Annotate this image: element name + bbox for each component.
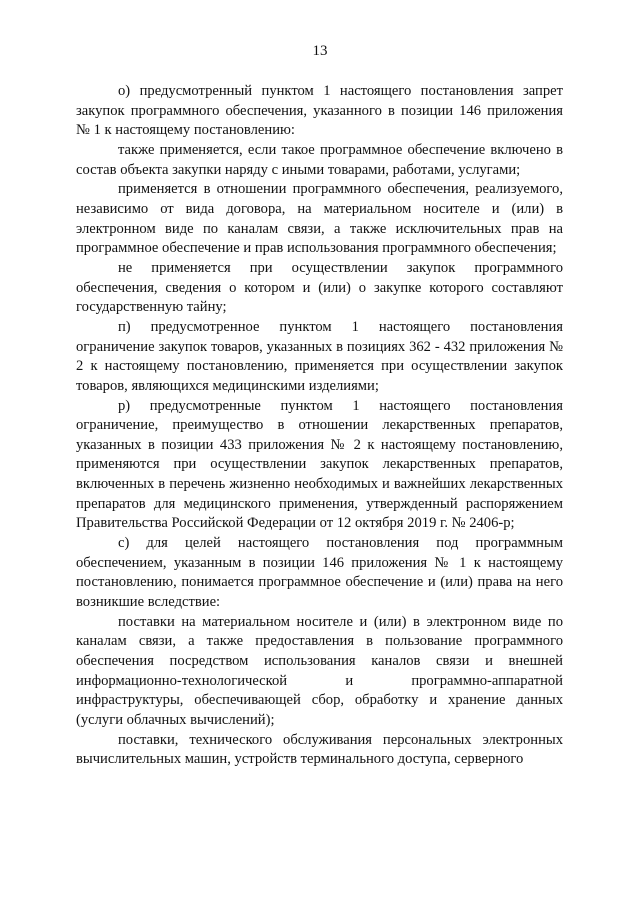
paragraph-s-supply-media: поставки на материальном носителе и (или) в электронном виде по каналам связи, а также предоставления в пользование программного обеспечения посредством использования каналов связи и внешней информационно-технологической и программно-аппаратной инфраструктуры, обеспечивающей сбор, обработку и хранение данных (услуги облачных вычислений); (76, 613, 563, 728)
page-number: 13 (312, 43, 328, 59)
paragraph-o-applies: применяется в отношении программного обеспечения, реализуемого, независимо от вида договора, на материальном носителе и (или) в электронном виде по каналам связи, а также исключительных прав на программное обеспечение и прав использования программного обеспечения; (76, 181, 563, 257)
paragraph-r: р) предусмотренные пунктом 1 настоящего постановления ограничение, преимущество в отношении лекарственных препаратов, указанных в позиции 433 приложения № 2 к настоящему постановлению, применяются при осуществлении закупок лекарственных препаратов, включенных в перечень жизненно необходимых и важнейших лекарственных препаратов для медицинского применения, утвержденный распоряжением Правительства Российской Федерации от 12 октября 2019 г. № 2406-р; (76, 397, 563, 532)
paragraph-o-also-applies: также применяется, если такое программное обеспечение включено в состав объекта закупки наряду с иными товарами, работами, услугами; (76, 141, 563, 178)
paragraph-s: с) для целей настоящего постановления под программным обеспечением, указанным в позиции 146 приложения № 1 к настоящему постановлению, понимается программное обеспечение и (или) права на него возникшие вследствие: (76, 535, 563, 611)
paragraph-o-not-applies: не применяется при осуществлении закупок программного обеспечения, сведения о котором и (или) о закупке которого составляют государственную тайну; (76, 259, 563, 316)
paragraph-o: о) предусмотренный пунктом 1 настоящего постановления запрет закупок программного обеспечения, указанного в позиции 146 приложения № 1 к настоящему постановлению: (76, 83, 563, 139)
document-body (76, 82, 563, 770)
paragraph-s-supply-maintenance: поставки, технического обслуживания персональных электронных вычислительных машин, устройств терминального доступа, серверного (76, 731, 563, 768)
paragraph-p: п) предусмотренное пунктом 1 настоящего постановления ограничение закупок товаров, указанных в позициях 362 - 432 приложения № 2 к настоящему постановлению, применяется при осуществлении закупок товаров, являющихся медицинскими изделиями; (76, 318, 563, 394)
